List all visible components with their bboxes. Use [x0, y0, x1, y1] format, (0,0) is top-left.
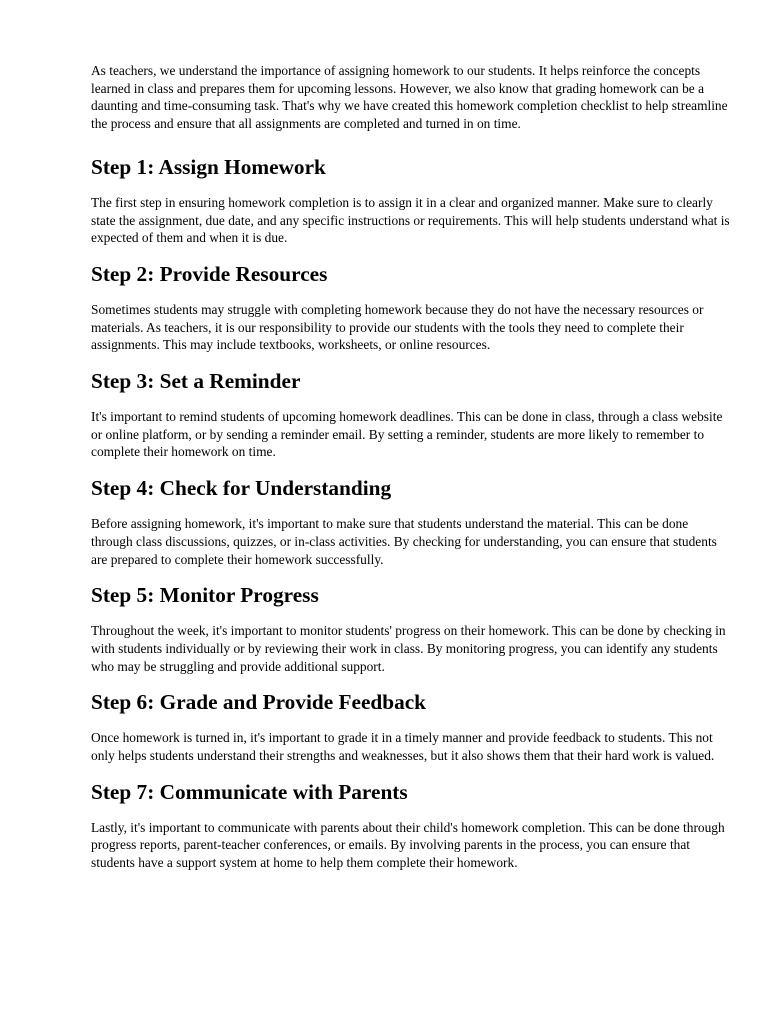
section-step-2	[91, 261, 731, 354]
section-step-3	[91, 368, 731, 461]
intro-paragraph: As teachers, we understand the importance of assigning homework to our students. It helps reinforce the concepts learned in class and prepares them for upcoming lessons. However, we also know that grading homework can be a daunting and time-consuming task. That's why we have created this homework completion checklist to help streamline the process and ensure that all assignments are completed and turned in on time.	[91, 63, 728, 132]
section-body: Sometimes students may struggle with completing homework because they do not have the necessary resources or materials. As teachers, it is our responsibility to provide our students with the tools they need to complete their assignments. This may include textbooks, worksheets, or online resources.	[91, 301, 704, 353]
section-body: Before assigning homework, it's important to make sure that students understand the material. This can be done through class discussions, quizzes, or in-class activities. By checking for understanding, you can ensure that students are prepared to complete their homework successfully.	[91, 516, 717, 567]
section-body: Throughout the week, it's important to monitor students' progress on their homework. This can be done by checking in with students individually or by reviewing their work in class. By monitoring progress, you can identify any students who may be struggling and provide additional support.	[91, 623, 726, 674]
section-heading: Step 4: Check for Understanding	[91, 476, 392, 501]
section-heading: Step 1: Assign Homework	[91, 154, 326, 179]
section-body: The first step in ensuring homework completion is to assign it in a clear and organized manner. Make sure to clearly state the assignment, due date, and any specific instructions or requirements. This will help students understand what is expected of them and when it is due.	[91, 194, 730, 246]
section-step-4	[91, 475, 731, 568]
section-step-7	[91, 779, 731, 872]
section-step-5	[91, 582, 731, 675]
section-heading: Step 7: Communicate with Parents	[91, 779, 408, 804]
section-heading: Step 5: Monitor Progress	[91, 583, 319, 608]
section-heading: Step 2: Provide Resources	[91, 261, 328, 286]
section-body: Lastly, it's important to communicate with parents about their child's homework completion. This can be done through progress reports, parent-teacher conferences, or emails. By involving parents in the process, you can ensure that students have a support system at home to help them complete their homework.	[91, 819, 725, 871]
section-body: Once homework is turned in, it's important to grade it in a timely manner and provide feedback to students. This not only helps students understand their strengths and weaknesses, but it also shows them that their hard work is valued.	[91, 730, 715, 764]
section-heading: Step 3: Set a Reminder	[91, 369, 301, 394]
document-page	[91, 62, 731, 886]
section-step-6	[91, 689, 731, 764]
section-heading: Step 6: Grade and Provide Feedback	[91, 690, 427, 715]
section-step-1	[91, 154, 731, 247]
section-body: It's important to remind students of upcoming homework deadlines. This can be done in class, through a class website or online platform, or by sending a reminder email. By setting a reminder, students are more likely to remember to complete their homework on time.	[91, 409, 723, 460]
